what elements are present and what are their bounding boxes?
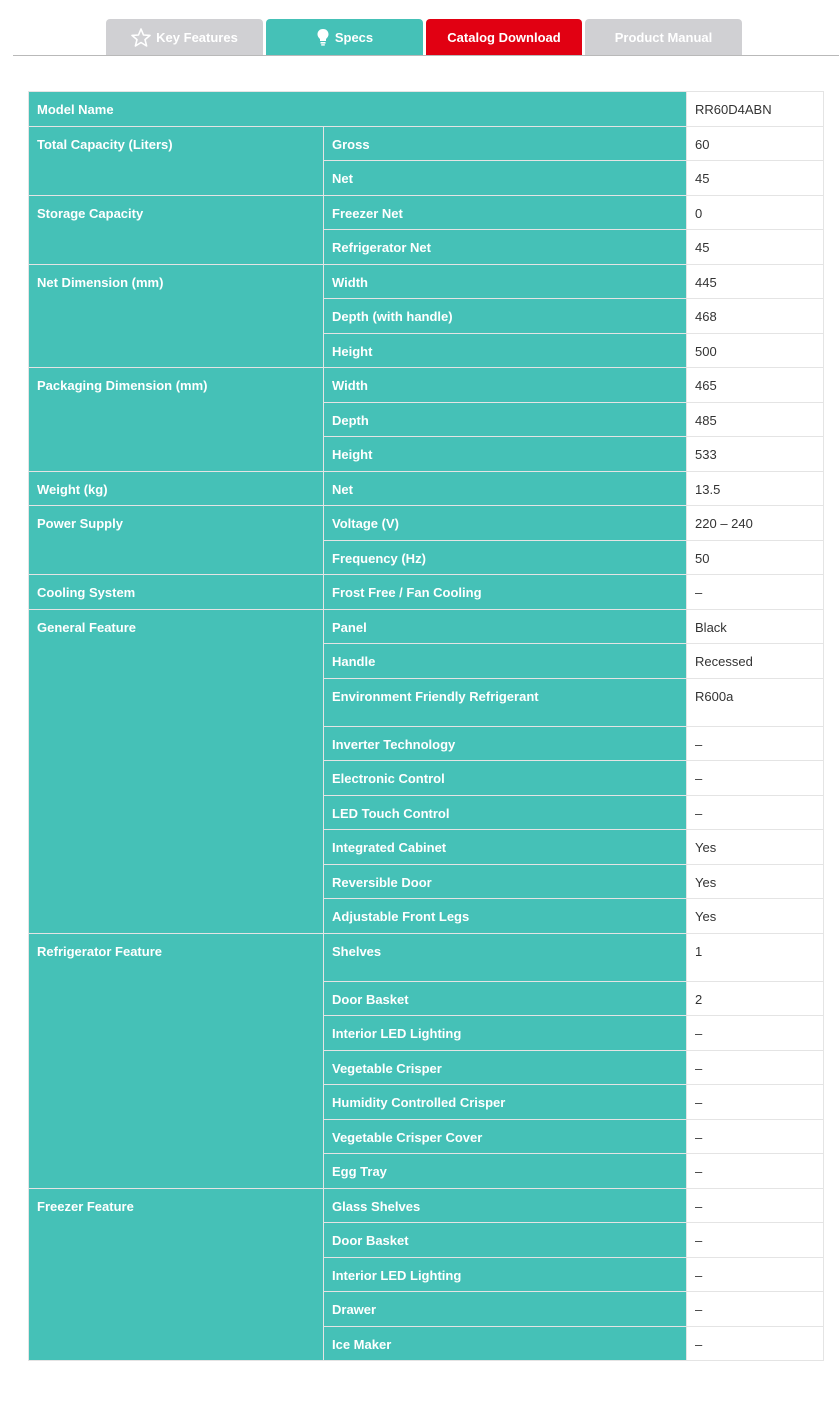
spec-group-label: Storage Capacity — [29, 195, 324, 264]
spec-value: – — [687, 1188, 824, 1223]
spec-label: Height — [324, 333, 687, 368]
spec-value: – — [687, 1223, 824, 1258]
spec-value: 1 — [687, 933, 824, 981]
spec-value: 60 — [687, 126, 824, 161]
spec-label: Vegetable Crisper — [324, 1050, 687, 1085]
tab-catalog-download[interactable] — [426, 19, 582, 55]
spec-value: 45 — [687, 230, 824, 265]
spec-row — [29, 933, 824, 981]
spec-label: Panel — [324, 609, 687, 644]
spec-row — [29, 575, 824, 610]
spec-value: 220 – 240 — [687, 506, 824, 541]
spec-label: Voltage (V) — [324, 506, 687, 541]
tab-product-manual-label: Product Manual — [614, 29, 713, 45]
spec-row — [29, 471, 824, 506]
spec-label: Interior LED Lighting — [324, 1016, 687, 1051]
spec-label: Refrigerator Net — [324, 230, 687, 265]
spec-label: Shelves — [324, 933, 687, 981]
spec-label: Width — [324, 368, 687, 403]
spec-value: – — [687, 1154, 824, 1189]
tab-key-features-label: Key Features — [156, 29, 238, 45]
spec-label: Integrated Cabinet — [324, 830, 687, 865]
spec-label: Inverter Technology — [324, 726, 687, 761]
tab-catalog-download-label: Catalog Download — [447, 29, 561, 45]
spec-value: 485 — [687, 402, 824, 437]
spec-row — [29, 195, 824, 230]
spec-value: – — [687, 761, 824, 796]
spec-value: – — [687, 1292, 824, 1327]
spec-label: Electronic Control — [324, 761, 687, 796]
spec-row — [29, 609, 824, 644]
spec-value: 13.5 — [687, 471, 824, 506]
spec-value: – — [687, 1050, 824, 1085]
tab-key-features[interactable] — [106, 19, 263, 55]
spec-group-label: Weight (kg) — [29, 471, 324, 506]
model-name-label: Model Name — [29, 92, 687, 127]
spec-label: Depth (with handle) — [324, 299, 687, 334]
spec-group-label: Freezer Feature — [29, 1188, 324, 1361]
spec-label: Frost Free / Fan Cooling — [324, 575, 687, 610]
spec-row-model — [29, 92, 824, 127]
spec-group-label: Power Supply — [29, 506, 324, 575]
model-name-value: RR60D4ABN — [687, 92, 824, 127]
spec-group-label: Net Dimension (mm) — [29, 264, 324, 368]
spec-label: Glass Shelves — [324, 1188, 687, 1223]
spec-value: – — [687, 1119, 824, 1154]
spec-value: 500 — [687, 333, 824, 368]
specs-table — [28, 91, 824, 1361]
spec-row — [29, 1188, 824, 1223]
spec-value: 468 — [687, 299, 824, 334]
spec-value: – — [687, 726, 824, 761]
spec-value: – — [687, 1326, 824, 1361]
spec-value: 445 — [687, 264, 824, 299]
spec-label: Drawer — [324, 1292, 687, 1327]
spec-label: Net — [324, 161, 687, 196]
spec-row — [29, 264, 824, 299]
tab-specs[interactable] — [266, 19, 423, 55]
spec-label: Net — [324, 471, 687, 506]
spec-row — [29, 368, 824, 403]
spec-value: – — [687, 795, 824, 830]
tab-specs-label: Specs — [334, 29, 374, 45]
spec-label: Adjustable Front Legs — [324, 899, 687, 934]
spec-value: Yes — [687, 899, 824, 934]
spec-label: Gross — [324, 126, 687, 161]
spec-value: – — [687, 1016, 824, 1051]
spec-label: Interior LED Lighting — [324, 1257, 687, 1292]
spec-label: Frequency (Hz) — [324, 540, 687, 575]
spec-label: Depth — [324, 402, 687, 437]
spec-label: LED Touch Control — [324, 795, 687, 830]
tab-product-manual[interactable] — [585, 19, 742, 55]
spec-group-label: Cooling System — [29, 575, 324, 610]
star-icon — [131, 28, 151, 47]
spec-value: Yes — [687, 830, 824, 865]
spec-value: Yes — [687, 864, 824, 899]
tab-divider — [13, 55, 839, 56]
spec-label: Humidity Controlled Crisper — [324, 1085, 687, 1120]
spec-label: Egg Tray — [324, 1154, 687, 1189]
spec-group-label: Refrigerator Feature — [29, 933, 324, 1188]
spec-value: 45 — [687, 161, 824, 196]
spec-value: 50 — [687, 540, 824, 575]
spec-value: 533 — [687, 437, 824, 472]
spec-group-label: Packaging Dimension (mm) — [29, 368, 324, 472]
spec-value: – — [687, 1257, 824, 1292]
spec-label: Door Basket — [324, 1223, 687, 1258]
spec-label: Vegetable Crisper Cover — [324, 1119, 687, 1154]
spec-value: – — [687, 575, 824, 610]
spec-row — [29, 126, 824, 161]
spec-value: 0 — [687, 195, 824, 230]
spec-group-label: Total Capacity (Liters) — [29, 126, 324, 195]
spec-label: Freezer Net — [324, 195, 687, 230]
spec-label: Ice Maker — [324, 1326, 687, 1361]
tab-bar — [0, 0, 839, 57]
spec-label: Reversible Door — [324, 864, 687, 899]
spec-value: Black — [687, 609, 824, 644]
spec-value: Recessed — [687, 644, 824, 679]
spec-value: – — [687, 1085, 824, 1120]
spec-label: Door Basket — [324, 981, 687, 1016]
spec-label: Environment Friendly Refrigerant — [324, 678, 687, 726]
spec-row — [29, 506, 824, 541]
spec-value: R600a — [687, 678, 824, 726]
spec-label: Handle — [324, 644, 687, 679]
spec-label: Height — [324, 437, 687, 472]
spec-label: Width — [324, 264, 687, 299]
spec-value: 2 — [687, 981, 824, 1016]
lightbulb-icon — [316, 28, 330, 46]
spec-value: 465 — [687, 368, 824, 403]
spec-group-label: General Feature — [29, 609, 324, 933]
